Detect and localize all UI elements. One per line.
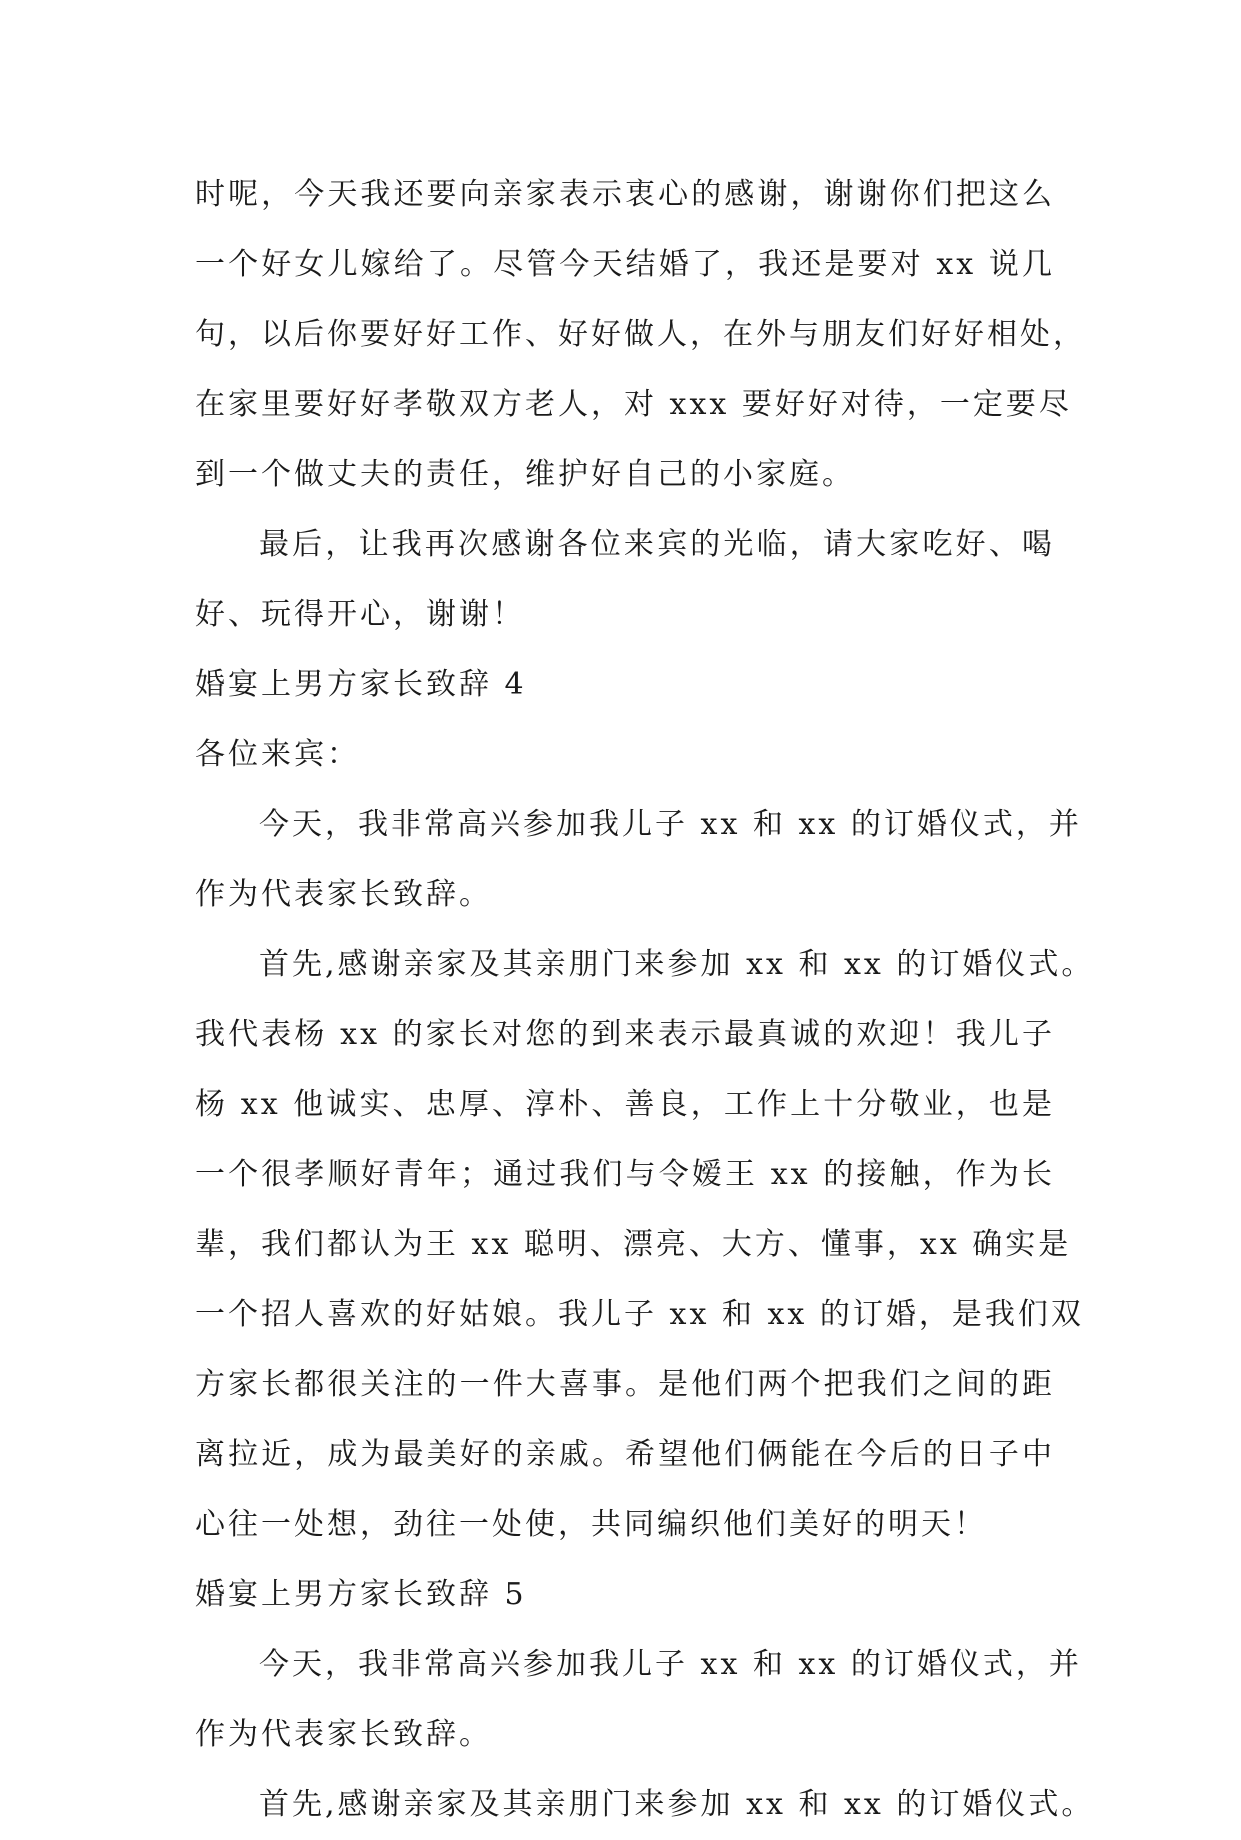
section-heading: 婚宴上男方家长致辞 4 <box>195 667 527 702</box>
paragraph-first-line: 最后，让我再次感谢各位来宾的光临，请大家吃好、喝 <box>259 527 1055 562</box>
section-heading: 婚宴上男方家长致辞 5 <box>195 1577 527 1612</box>
body-text-line: 辈，我们都认为王 xx 聪明、漂亮、大方、懂事，xx 确实是 <box>195 1227 1072 1262</box>
body-text-line: 好、玩得开心，谢谢！ <box>195 597 525 632</box>
body-text-line: 句，以后你要好好工作、好好做人，在外与朋友们好好相处， <box>195 317 1086 352</box>
body-text-line: 在家里要好好孝敬双方老人，对 xxx 要好好对待，一定要尽 <box>195 387 1072 422</box>
body-text-line: 离拉近，成为最美好的亲戚。希望他们俩能在今后的日子中 <box>195 1437 1055 1472</box>
document-page <box>195 160 1095 1840</box>
body-text-line: 杨 xx 他诚实、忠厚、淳朴、善良，工作上十分敬业，也是 <box>195 1087 1055 1122</box>
paragraph-first-line: 今天，我非常高兴参加我儿子 xx 和 xx 的订婚仪式，并 <box>259 1647 1082 1682</box>
body-text-line: 作为代表家长致辞。 <box>195 877 492 912</box>
body-text-line: 作为代表家长致辞。 <box>195 1717 492 1752</box>
body-text-line: 时呢，今天我还要向亲家表示衷心的感谢，谢谢你们把这么 <box>195 177 1055 212</box>
body-text-line: 我代表杨 xx 的家长对您的到来表示最真诚的欢迎！我儿子 <box>195 1017 1055 1052</box>
body-text-line: 一个招人喜欢的好姑娘。我儿子 xx 和 xx 的订婚，是我们双 <box>195 1297 1084 1332</box>
paragraph-first-line: 首先,感谢亲家及其亲朋门来参加 xx 和 xx 的订婚仪式。 <box>259 1787 1095 1822</box>
body-text-line: 一个很孝顺好青年；通过我们与令嫒王 xx 的接触，作为长 <box>195 1157 1055 1192</box>
body-text-line: 心往一处想，劲往一处使，共同编织他们美好的明天！ <box>195 1507 987 1542</box>
salutation: 各位来宾： <box>195 737 360 772</box>
body-text-line: 到一个做丈夫的责任，维护好自己的小家庭。 <box>195 457 855 492</box>
body-text-line: 一个好女儿嫁给了。尽管今天结婚了，我还是要对 xx 说几 <box>195 247 1055 282</box>
body-text-line: 方家长都很关注的一件大喜事。是他们两个把我们之间的距 <box>195 1367 1055 1402</box>
paragraph-first-line: 今天，我非常高兴参加我儿子 xx 和 xx 的订婚仪式，并 <box>259 807 1082 842</box>
paragraph-first-line: 首先,感谢亲家及其亲朋门来参加 xx 和 xx 的订婚仪式。 <box>259 947 1095 982</box>
